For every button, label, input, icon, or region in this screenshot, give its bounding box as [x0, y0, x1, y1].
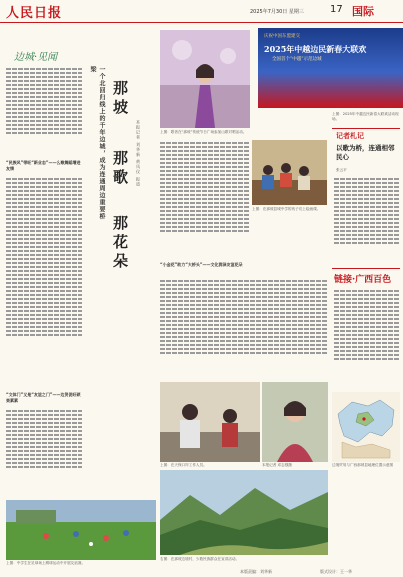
event-banner	[258, 28, 403, 108]
region-map	[332, 392, 400, 462]
caption-photo-4: 上图：中学生在足球场上踢球运动中开展友谊赛。	[6, 561, 86, 565]
feature-headline-3: 那花朵	[111, 215, 129, 272]
feature-byline: 本报记者 刘华新 黄凤仪 报道	[136, 120, 141, 187]
photo-soccer	[6, 500, 156, 560]
caption-photo-2: 上图：在那坡县城中学的孩子们上绘画课。	[252, 207, 321, 211]
masthead	[0, 0, 403, 23]
photo-credit: 本报记者 邓志强摄	[262, 463, 292, 467]
photo-classroom	[252, 140, 327, 205]
banner-title: 2025年中越边民新春大联欢	[264, 44, 367, 54]
footer-editor: 本版责编：刘华新	[240, 569, 272, 574]
article-body-middle	[160, 140, 250, 260]
link-body	[334, 288, 400, 386]
article-body-left-3	[6, 408, 82, 486]
photo-singer	[160, 30, 250, 128]
column-body	[334, 176, 400, 266]
section-head-1: “民族风”带旺“新业态”——么歌舞蹈增进友情	[6, 160, 81, 171]
banner-top-text: 庆祝中国东盟建交	[264, 34, 300, 39]
link-rule	[332, 268, 400, 269]
photo-portrait	[262, 382, 328, 462]
feature-headline-2: 那歌	[111, 150, 129, 188]
photo-landscape	[160, 470, 328, 555]
column-label: 记者札记	[336, 131, 364, 140]
feature-subheadline: 一个北回归线上的千年边城，成为连通周边重要桥梁	[89, 66, 105, 220]
section-head-2: “小金花”助力“大桥头”——文化润泽友谊花朵	[160, 262, 243, 267]
map-caption: 边境贸易与广西那坡县地理位置示意图	[332, 463, 394, 467]
page-section-name: 国际	[352, 5, 374, 18]
column-brand: 边城·见闻	[14, 52, 58, 63]
issue-date: 2025年7月30日 星期三	[250, 9, 304, 15]
caption-photo-5: 右图：在那坡边境村，少数民族群众在宣讲活动。	[160, 557, 240, 561]
banner-subtitle: 全国首个“中越”示范边城	[272, 57, 322, 62]
page-number: 17	[330, 4, 343, 15]
article-body-left	[6, 66, 82, 156]
caption-photo-3: 上图：在天保口岸工作人员。	[160, 463, 207, 467]
link-label: 链接·广西百色	[334, 275, 392, 285]
article-body-middle-2	[160, 278, 328, 378]
column-author: 张云平	[336, 168, 347, 172]
feature-headline-1: 那坡	[111, 80, 129, 118]
footer-designer: 版式设计：王一华	[320, 569, 352, 574]
banner-caption: 上图：2025年中越边民新春大联欢活动现场。	[332, 112, 399, 121]
column-title: 以歌为桥，连通相邻民心	[336, 144, 395, 161]
article-body-left-2	[6, 176, 82, 386]
caption-photo-1: 上图：歌者在“那坡”传统节日广场参加山歌对唱活动。	[160, 130, 247, 134]
column-rule	[332, 128, 400, 129]
newspaper-logo: 人民日报	[6, 6, 63, 21]
photo-market	[160, 382, 260, 462]
section-head-3: “文体门”又是“友谊之门”——边贸促旺硕果累累	[6, 392, 81, 403]
